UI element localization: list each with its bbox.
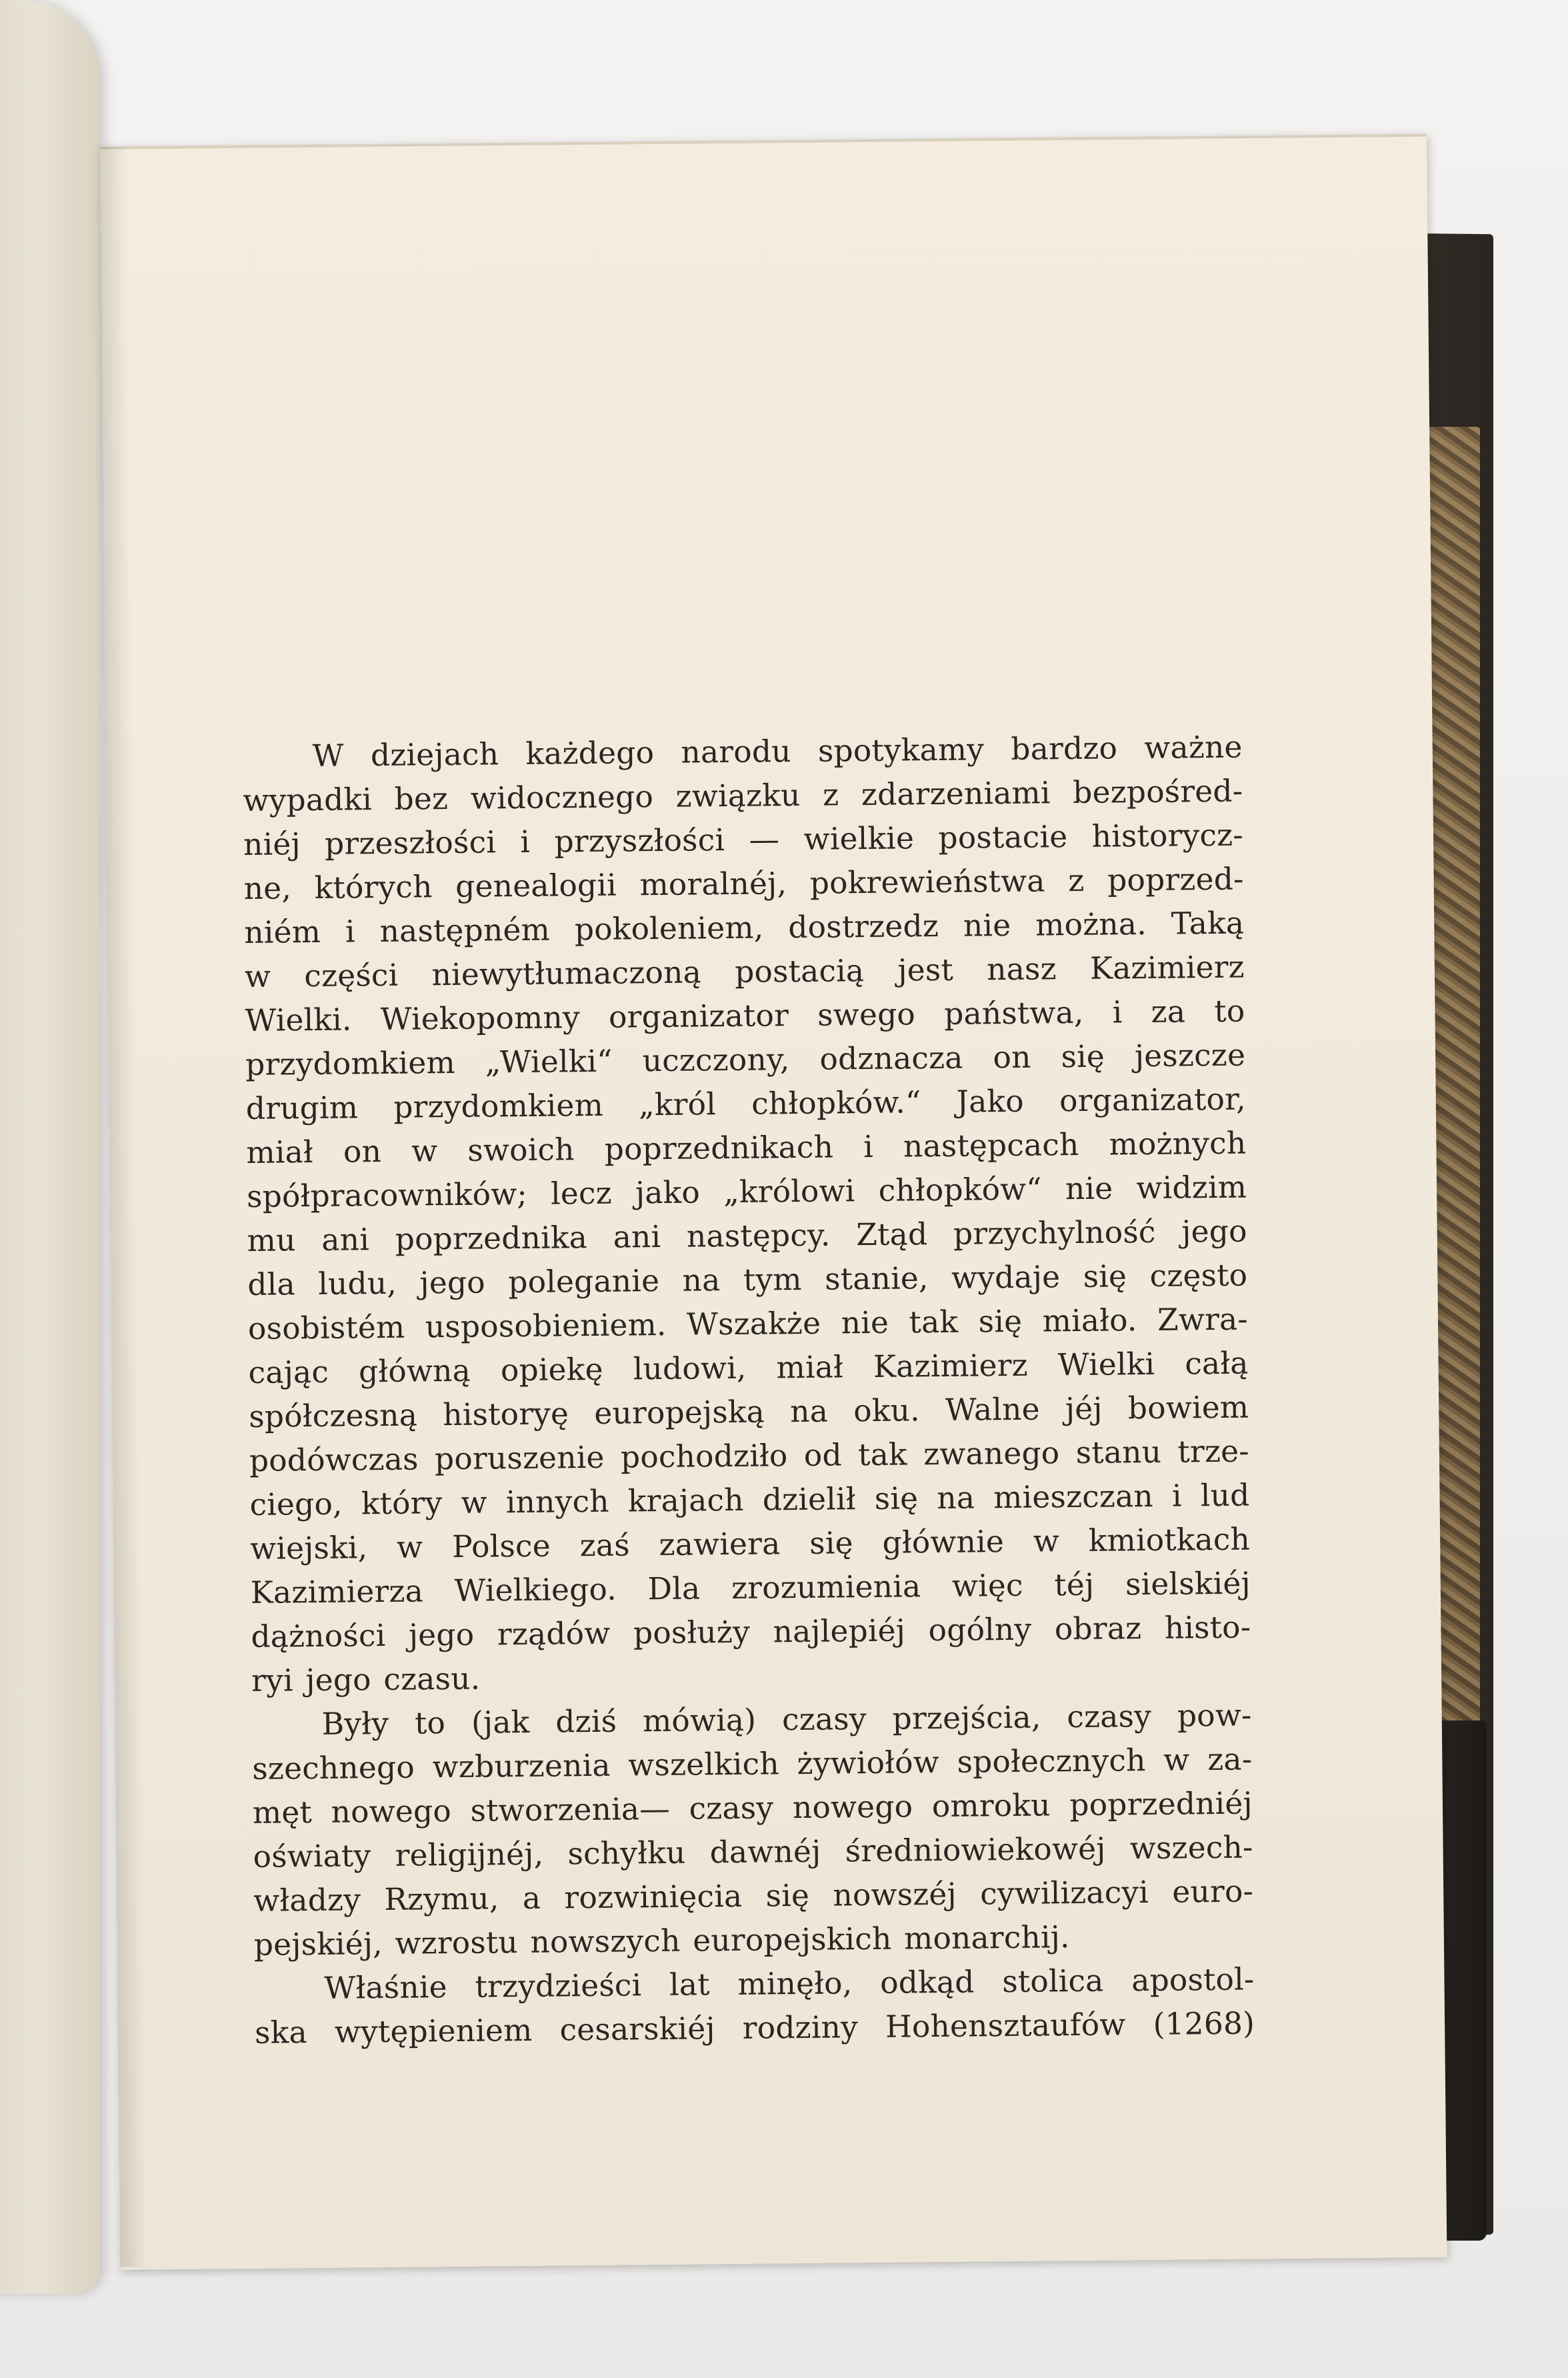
text-line: w części niewytłumaczoną postacią jest nasz Kazimierz — [244, 949, 1245, 994]
text-line: podówczas poruszenie pochodziło od tak zwanego stanu trze- — [249, 1433, 1250, 1478]
text-line: ryi jego czasu. — [251, 1660, 481, 1698]
text-line: Właśnie trzydzieści lat minęło, odkąd stolica apostol- — [324, 1961, 1255, 2006]
text-line: szechnego wzburzenia wszelkich żywiołów społecznych w za- — [252, 1741, 1253, 1787]
text-line: ne, których genealogii moralnéj, pokrewieństwa z poprzed- — [243, 861, 1244, 906]
text-line: oświaty religijnéj, schyłku dawnéj średniowiekowéj wszech- — [253, 1829, 1253, 1875]
text-line: osobistém usposobieniem. Wszakże nie tak się miało. Zwra- — [247, 1301, 1249, 1346]
text-line: Były to (jak dziś mówią) czasy przejścia, czasy pow- — [321, 1697, 1252, 1742]
text-line: wypadki bez widocznego związku z zdarzeniami bezpośred- — [243, 773, 1243, 818]
text-line: dążności jego rządów posłuży najlepiéj ogólny obraz histo- — [251, 1609, 1251, 1654]
text-line: niéj przeszłości i przyszłości — wielkie postacie historycz- — [243, 817, 1244, 862]
text-line: drugim przydomkiem „król chłopków.“ Jako organizator, — [245, 1081, 1246, 1126]
text-line: pejskiéj, wzrostu nowszych europejskich monarchij. — [253, 1919, 1070, 1963]
text-line: miał on w swoich poprzednikach i następcach możnych — [246, 1125, 1247, 1170]
text-line: ciego, który w innych krajach dzielił się na mieszczan i lud — [249, 1477, 1250, 1522]
text-line: cając główną opiekę ludowi, miał Kazimierz Wielki całą — [248, 1345, 1249, 1390]
paragraph-3 — [254, 1958, 1255, 2055]
page-text — [242, 726, 1255, 2055]
book-page — [100, 134, 1447, 2270]
text-line: przydomkiem „Wielki“ uczczony, odznacza on się jeszcze — [245, 1037, 1246, 1082]
text-line: W dziejach każdego narodu spotykamy bardzo ważne — [312, 729, 1243, 774]
text-line: Wielki. Wiekopomny organizator swego państwa, i za to — [245, 993, 1245, 1038]
text-line: niém i następném pokoleniem, dostrzedz nie można. Taką — [244, 905, 1245, 950]
paragraph-1 — [242, 726, 1251, 1703]
text-line: Kazimierza Wielkiego. Dla zrozumienia więc téj sielskiéj — [250, 1565, 1251, 1610]
text-line: ska wytępieniem cesarskiéj rodziny Hohensztaufów (1268) — [254, 2005, 1255, 2051]
facing-page-edge — [0, 0, 100, 2294]
text-line: spółczesną historyę europejską na oku. Walne jéj bowiem — [249, 1389, 1249, 1434]
text-line: męt nowego stworzenia— czasy nowego omroku poprzedniéj — [252, 1785, 1253, 1831]
text-line: wiejski, w Polsce zaś zawiera się głównie w kmiotkach — [249, 1521, 1251, 1566]
text-line: mu ani poprzednika ani następcy. Ztąd przychylność jego — [247, 1213, 1247, 1258]
text-line: dla ludu, jego poleganie na tym stanie, wydaje się często — [247, 1257, 1248, 1302]
paragraph-2 — [251, 1694, 1254, 1967]
text-line: władzy Rzymu, a rozwinięcia się nowszéj cywilizacyi euro- — [253, 1873, 1254, 1919]
text-line: spółpracowników; lecz jako „królowi chłopków“ nie widzim — [246, 1169, 1247, 1214]
